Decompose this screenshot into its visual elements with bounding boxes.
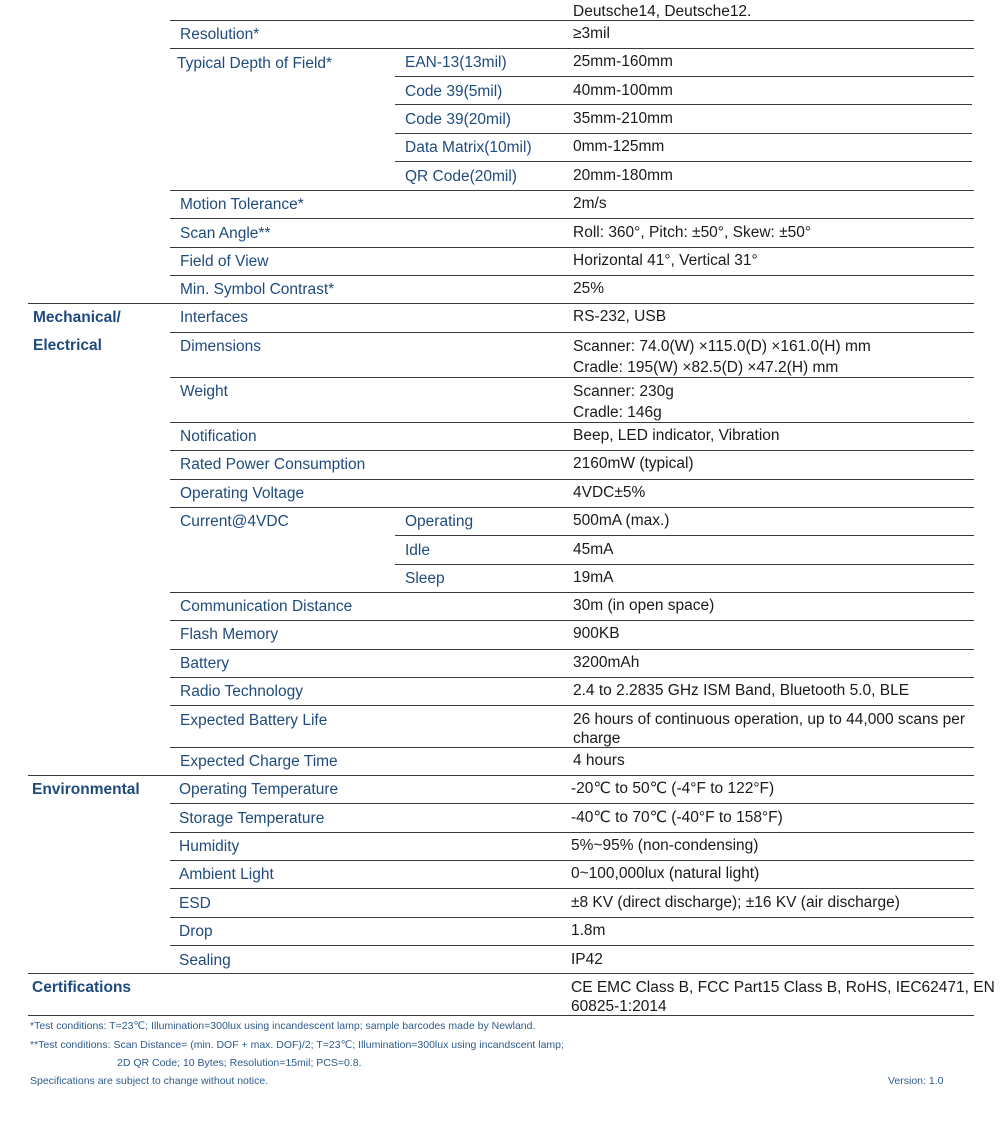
category-environmental: Environmental (32, 781, 140, 798)
version-label: Version: 1.0 (888, 1075, 944, 1087)
spec-label: Operating Voltage (180, 485, 305, 502)
section-divider (28, 1015, 974, 1016)
row-divider (395, 535, 974, 536)
spec-label: Sealing (179, 952, 231, 969)
spec-label: Battery (180, 655, 230, 672)
category-mechanical: Mechanical/ (33, 309, 121, 326)
spec-value: 4VDC±5% (573, 484, 646, 501)
spec-value: 60825-1:2014 (571, 998, 667, 1015)
row-divider (170, 507, 974, 508)
spec-value: 30m (in open space) (573, 597, 715, 614)
spec-label: Weight (180, 383, 228, 400)
category-electrical: Electrical (33, 337, 102, 354)
spec-sublabel: EAN-13(13mil) (405, 54, 507, 71)
spec-value: 2m/s (573, 195, 607, 212)
spec-label: Radio Technology (180, 683, 303, 700)
row-divider (170, 218, 974, 219)
section-divider (28, 303, 974, 304)
spec-label: Expected Battery Life (180, 712, 328, 729)
row-divider (170, 190, 974, 191)
spec-value: 35mm-210mm (573, 110, 673, 127)
spec-value: IP42 (571, 951, 603, 968)
row-divider (170, 649, 974, 650)
footnote: 2D QR Code; 10 Bytes; Resolution=15mil; PCS=0.8. (117, 1057, 362, 1069)
spec-label: Field of View (180, 253, 269, 270)
section-divider (28, 973, 974, 974)
spec-label: Dimensions (180, 338, 261, 355)
spec-label: Humidity (179, 838, 240, 855)
spec-value: Cradle: 146g (573, 404, 662, 421)
row-divider (395, 161, 972, 162)
spec-value: charge (573, 730, 621, 747)
spec-value: Scanner: 74.0(W) ×115.0(D) ×161.0(H) mm (573, 338, 871, 355)
row-divider (170, 917, 974, 918)
spec-value: 25% (573, 280, 605, 297)
spec-label: Flash Memory (180, 626, 279, 643)
row-divider (170, 332, 974, 333)
spec-value: Beep, LED indicator, Vibration (573, 427, 780, 444)
spec-label: Operating Temperature (179, 781, 339, 798)
spec-sublabel: Code 39(5mil) (405, 83, 503, 100)
spec-value: 3200mAh (573, 654, 640, 671)
row-divider (170, 747, 974, 748)
spec-value: 1.8m (571, 922, 606, 939)
spec-value: Horizontal 41°, Vertical 31° (573, 252, 758, 269)
row-divider (170, 20, 974, 21)
row-divider (170, 888, 974, 889)
spec-value: Roll: 360°, Pitch: ±50°, Skew: ±50° (573, 224, 812, 241)
spec-value: 40mm-100mm (573, 82, 673, 99)
spec-label: Communication Distance (180, 598, 353, 615)
spec-value: 25mm-160mm (573, 53, 673, 70)
row-divider (395, 564, 974, 565)
spec-sublabel: Idle (405, 542, 430, 559)
spec-label: ESD (179, 895, 211, 912)
spec-value: 45mA (573, 541, 614, 558)
row-divider (170, 705, 974, 706)
footnote: **Test conditions: Scan Distance= (min. DOF + max. DOF)/2; T=23℃; Illumination=300lux using incandscent lamp; (30, 1039, 564, 1051)
row-divider (170, 832, 974, 833)
row-divider (395, 76, 974, 77)
row-divider (395, 133, 972, 134)
spec-label: Notification (180, 428, 257, 445)
row-divider (170, 592, 974, 593)
row-divider (170, 377, 974, 378)
row-divider (170, 247, 974, 248)
row-divider (170, 450, 974, 451)
spec-label: Min. Symbol Contrast* (180, 281, 335, 298)
row-divider (170, 422, 974, 423)
spec-value: ±8 KV (direct discharge); ±16 KV (air discharge) (571, 894, 900, 911)
spec-label: Rated Power Consumption (180, 456, 366, 473)
disclaimer: Specifications are subject to change without notice. (30, 1075, 269, 1087)
spec-value: 0mm-125mm (573, 138, 665, 155)
spec-label: Current@4VDC (180, 513, 289, 530)
spec-value: ≥3mil (573, 25, 610, 42)
footnote: *Test conditions: T=23℃; Illumination=300lux using incandescent lamp; sample barcodes made by Newland. (30, 1020, 536, 1032)
row-divider (170, 860, 974, 861)
spec-label: Ambient Light (179, 866, 274, 883)
spec-value: CE EMC Class B, FCC Part15 Class B, RoHS, IEC62471, EN (571, 979, 995, 996)
spec-value: 20mm-180mm (573, 167, 673, 184)
spec-label: Drop (179, 923, 213, 940)
spec-value: -40℃ to 70℃ (-40°F to 158°F) (571, 809, 783, 826)
spec-label: Expected Charge Time (180, 753, 338, 770)
spec-value: 0~100,000lux (natural light) (571, 865, 760, 882)
spec-label: Resolution* (180, 26, 260, 43)
spec-sublabel: Operating (405, 513, 474, 530)
spec-sublabel: Sleep (405, 570, 445, 587)
spec-value: 5%~95% (non-condensing) (571, 837, 759, 854)
spec-value: 2160mW (typical) (573, 455, 694, 472)
spec-label: Motion Tolerance* (180, 196, 304, 213)
row-divider (170, 620, 974, 621)
spec-label: Interfaces (180, 309, 249, 326)
spec-value: -20℃ to 50℃ (-4°F to 122°F) (571, 780, 775, 797)
spec-sublabel: QR Code(20mil) (405, 168, 517, 185)
row-divider (170, 945, 974, 946)
spec-sublabel: Code 39(20mil) (405, 111, 511, 128)
category-certifications: Certifications (32, 979, 132, 996)
row-divider (395, 104, 972, 105)
row-divider (170, 677, 974, 678)
spec-value: RS-232, USB (573, 308, 667, 325)
section-divider (28, 775, 974, 776)
spec-value: 19mA (573, 569, 614, 586)
spec-label: Typical Depth of Field* (177, 55, 333, 72)
row-divider (170, 479, 974, 480)
row-divider (170, 48, 974, 49)
spec-value: 500mA (max.) (573, 512, 670, 529)
spec-value: 4 hours (573, 752, 625, 769)
spec-label: Scan Angle** (180, 225, 271, 242)
spec-label: Storage Temperature (179, 810, 325, 827)
row-divider (170, 803, 974, 804)
spec-value: 2.4 to 2.2835 GHz ISM Band, Bluetooth 5.0, BLE (573, 682, 910, 699)
spec-value: 26 hours of continuous operation, up to 44,000 scans per (573, 711, 966, 728)
spec-value: Cradle: 195(W) ×82.5(D) ×47.2(H) mm (573, 359, 839, 376)
spec-value: Deutsche14, Deutsche12. (573, 3, 752, 20)
spec-value: 900KB (573, 625, 620, 642)
spec-sublabel: Data Matrix(10mil) (405, 139, 532, 156)
spec-value: Scanner: 230g (573, 383, 674, 400)
row-divider (170, 275, 974, 276)
